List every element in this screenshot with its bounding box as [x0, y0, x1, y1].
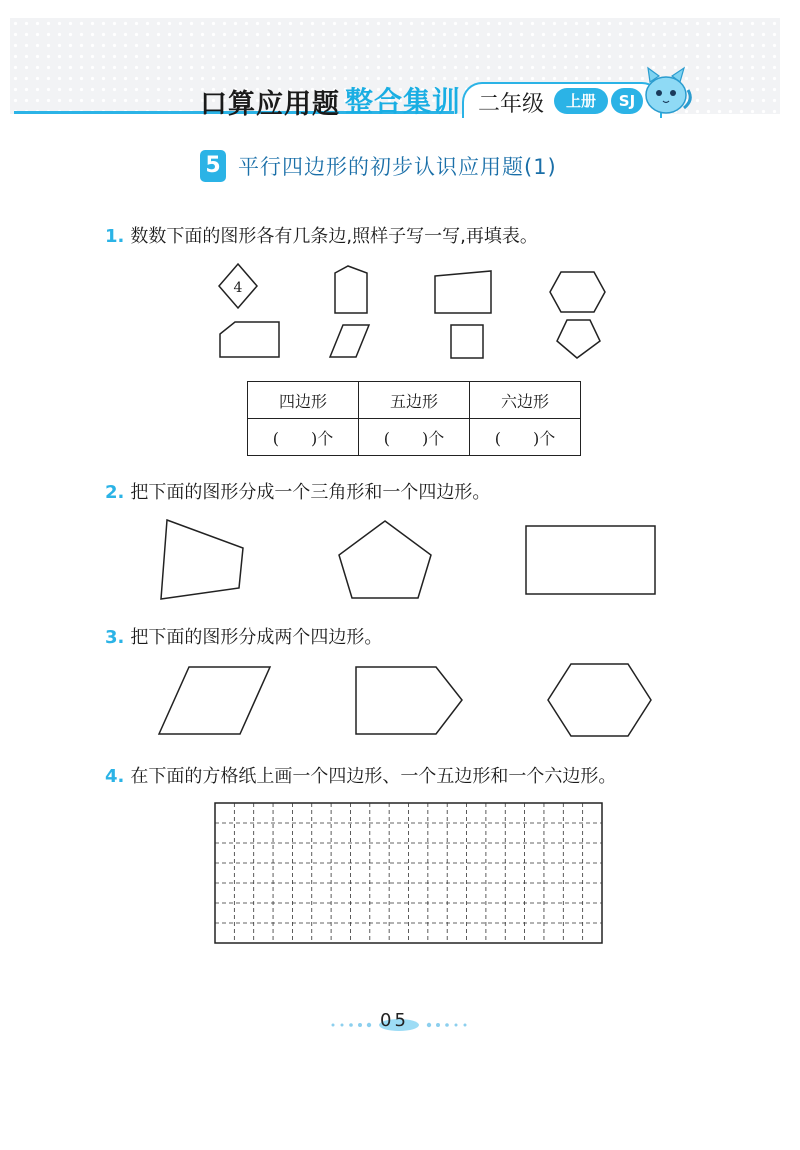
parallelogram-shape-small	[330, 325, 369, 357]
parallelogram-shape	[159, 667, 270, 734]
trapezoid-shape	[435, 271, 491, 313]
table-header-cell: 六边形	[470, 382, 581, 419]
section-number: 5	[200, 150, 226, 182]
page-number: 05	[380, 1010, 409, 1031]
table-header-cell: 五边形	[359, 382, 470, 419]
question-number: 1.	[105, 226, 125, 247]
answer-cell[interactable]: ( )个	[470, 419, 581, 456]
section-title: 平行四边形的初步认识应用题(1)	[238, 155, 557, 179]
arrow-pentagon-shape	[356, 667, 462, 734]
question-number: 2.	[105, 482, 125, 503]
answer-cell[interactable]: ( )个	[359, 419, 470, 456]
question-number: 4.	[105, 766, 125, 787]
rectangle-shape	[526, 526, 655, 594]
example-answer-label: 4	[233, 280, 243, 296]
side-count-table	[247, 381, 581, 456]
table-header-cell: 四边形	[248, 382, 359, 419]
question-text: 数数下面的图形各有几条边,照样子写一写,再填表。	[130, 226, 538, 247]
quadrilateral-shape	[161, 520, 243, 599]
grid-paper	[215, 803, 602, 943]
house-pentagon-shape	[335, 266, 367, 313]
edition-badge: SJ	[611, 88, 643, 114]
volume-badge: 上册	[554, 88, 608, 114]
pentagon-shape	[339, 521, 431, 598]
cut-corner-pentagon-shape	[220, 322, 279, 357]
hexagon-shape	[548, 664, 651, 736]
hexagon-shape-small	[550, 272, 605, 312]
book-title: 口算应用题	[200, 89, 340, 120]
question-text: 在下面的方格纸上画一个四边形、一个五边形和一个六边形。	[130, 766, 617, 787]
question-text: 把下面的图形分成两个四边形。	[130, 627, 383, 648]
pentagon-shape-small	[557, 320, 600, 358]
grade-label: 二年级	[478, 92, 545, 117]
question-text: 把下面的图形分成一个三角形和一个四边形。	[130, 482, 491, 503]
square-shape	[451, 325, 483, 358]
answer-cell[interactable]: ( )个	[248, 419, 359, 456]
question-number: 3.	[105, 627, 125, 648]
book-title-accent: 整合集训	[345, 85, 462, 118]
